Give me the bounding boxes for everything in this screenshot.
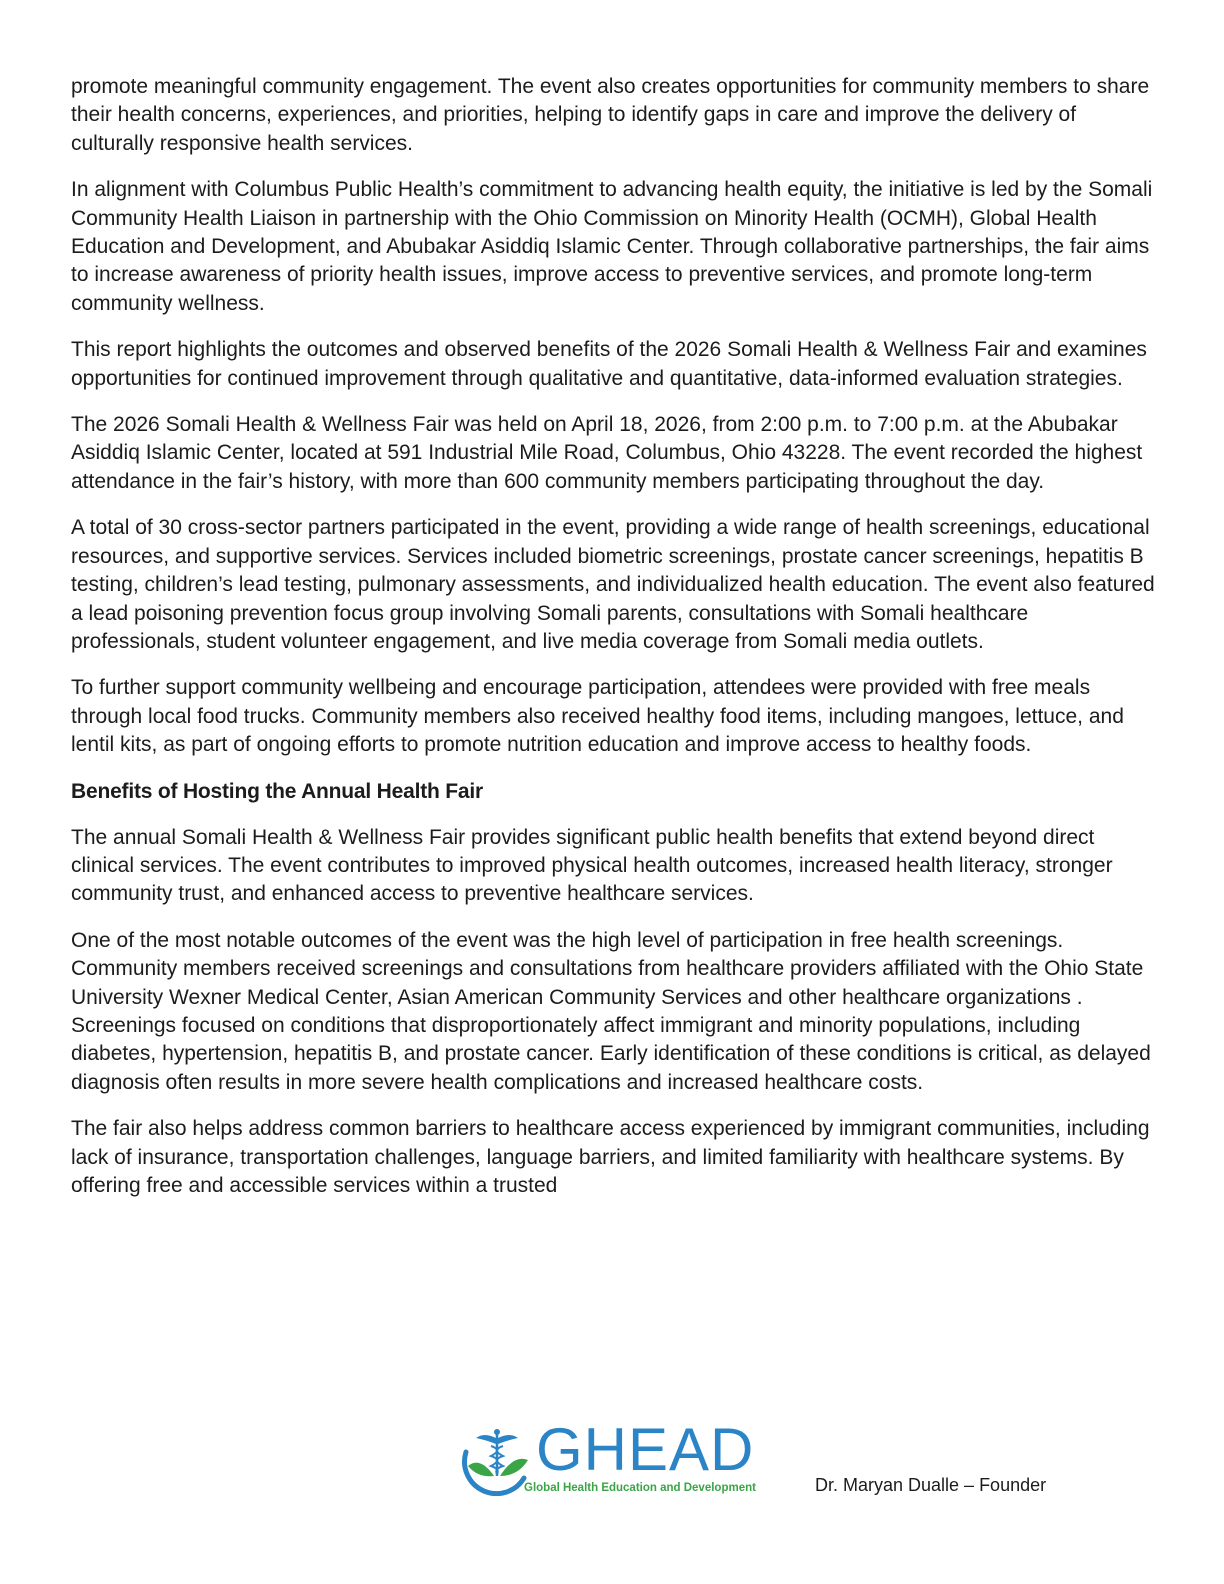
page-footer: [0, 1416, 1224, 1510]
paragraph: The fair also helps address common barriers to healthcare access experienced by immigrant communities, including lack of insurance, transportation challenges, language barriers, and limited familiarity with healthcare systems. By offering free and accessible services within a trusted: [71, 1117, 1150, 1197]
paragraph: This report highlights the outcomes and observed benefits of the 2026 Somali Health & Wellness Fair and examines opportunities for continued improvement through qualitative and quantitative, data-informed evaluation strategies.: [71, 338, 1147, 390]
paragraph: The 2026 Somali Health & Wellness Fair was held on April 18, 2026, from 2:00 p.m. to 7:00 p.m. at the Abubakar Asiddiq Islamic Center, located at 591 Industrial Mile Road, Columbus, Ohio 43228. The event recorded the highest attendance in the fair’s history, with more than 600 community members participating throughout the day.: [71, 413, 1143, 493]
ghead-logo: [458, 1416, 758, 1496]
paragraph: One of the most notable outcomes of the event was the high level of participation in free health screenings. Community members received screenings and consultations from healthcare providers affiliated with the Ohio State University Wexner Medical Center, Asian American Community Services and other healthcare organizations . Screenings focused on conditions that disproportionately affect immigrant and minority populations, including diabetes, hypertension, hepatitis B, and prostate cancer. Early identification of these conditions is critical, as delayed diagnosis often results in more severe health complications and increased healthcare costs.: [71, 928, 1151, 1094]
paragraph: The annual Somali Health & Wellness Fair provides significant public health benefits that extend beyond direct clinical services. The event contributes to improved physical health outcomes, increased health literacy, stronger community trust, and enhanced access to preventive healthcare services.: [71, 825, 1113, 906]
logo-tagline: Global Health Education and Development: [524, 1482, 756, 1494]
logo-wordmark: GHEAD: [536, 1416, 755, 1483]
paragraph: To further support community wellbeing and encourage participation, attendees were provided with free meals through local food trucks. Community members also received healthy food items, including mangoes, lettuce, and lentil kits, as part of ongoing efforts to promote nutrition education and improve access to healthy foods.: [71, 676, 1124, 757]
section-heading: Benefits of Hosting the Annual Health Fair: [71, 779, 484, 803]
paragraph: In alignment with Columbus Public Health’s commitment to advancing health equity, the initiative is led by the Somali Community Health Liaison in partnership with the Ohio Commission on Minority Health (OCMH), Global Health Education and Development, and Abubakar Asiddiq Islamic Center. Through collaborative partnerships, the fair aims to increase awareness of priority health issues, improve access to preventive services, and promote long-term community wellness.: [71, 178, 1153, 315]
paragraph: promote meaningful community engagement. The event also creates opportunities for community members to share their health concerns, experiences, and priorities, helping to identify gaps in care and improve the delivery of culturally responsive health services.: [71, 75, 1150, 155]
document-body: [71, 73, 1161, 1218]
paragraph: A total of 30 cross-sector partners participated in the event, providing a wide range of health screenings, educational resources, and supportive services. Services included biometric screenings, prostate cancer screenings, hepatitis B testing, children’s lead testing, pulmonary assessments, and individualized health education. The event also featured a lead poisoning prevention focus group involving Somali parents, consultations with Somali healthcare professionals, student volunteer engagement, and live media coverage from Somali media outlets.: [71, 516, 1155, 653]
founder-signature: Dr. Maryan Dualle – Founder: [815, 1475, 1047, 1495]
